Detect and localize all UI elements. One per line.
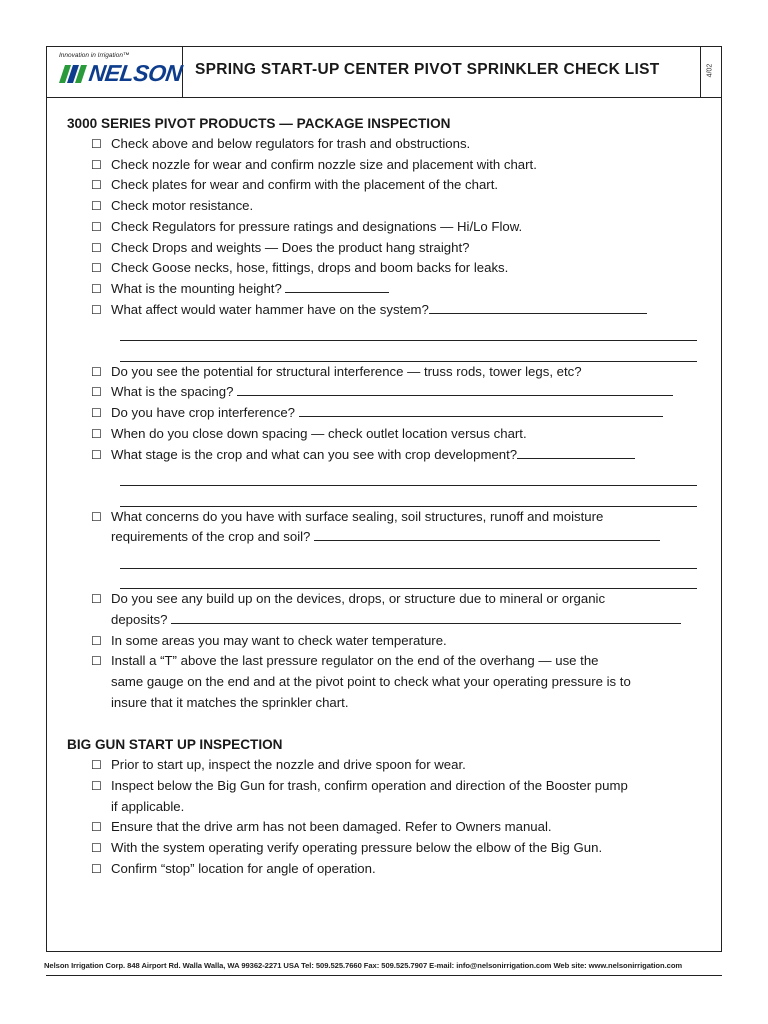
- checklist-item: ☐ Check Regulators for pressure ratings and designations — Hi/Lo Flow.: [67, 217, 697, 238]
- checkbox-icon[interactable]: ☐: [91, 157, 102, 172]
- checklist-item: ☐ What is the spacing?: [67, 382, 697, 403]
- checkbox-icon[interactable]: ☐: [91, 406, 102, 421]
- checklist-item: ☐ What concerns do you have with surface sealing, soil structures, runoff and moisture: [67, 507, 697, 528]
- checklist-item: ☐ In some areas you may want to check water temperature.: [67, 631, 697, 652]
- checkbox-icon[interactable]: ☐: [91, 778, 102, 793]
- checkbox-icon[interactable]: ☐: [91, 633, 102, 648]
- deposits-field[interactable]: [171, 610, 681, 624]
- nelson-logo: [47, 47, 183, 97]
- revision-code: 4/02: [706, 63, 714, 78]
- checklist-item: ☐ Do you have crop interference?: [67, 403, 697, 424]
- logo-tagline: Innovation in Irrigation™: [59, 52, 130, 59]
- mounting-height-field[interactable]: [285, 279, 389, 293]
- checkbox-icon[interactable]: ☐: [91, 654, 102, 669]
- checklist-item-continued: deposits?: [67, 610, 697, 631]
- checklist-item-continued: requirements of the crop and soil?: [67, 527, 697, 548]
- soil-concerns-field[interactable]: [314, 527, 660, 541]
- checklist-item: ☐ When do you close down spacing — check outlet location versus chart.: [67, 424, 697, 445]
- answer-line[interactable]: [120, 548, 697, 569]
- checklist-item-continued: insure that it matches the sprinkler chart.: [111, 694, 349, 710]
- checklist-item: ☐ Check Goose necks, hose, fittings, drops and boom backs for leaks.: [67, 258, 697, 279]
- checkbox-icon[interactable]: ☐: [91, 137, 102, 151]
- checkbox-icon[interactable]: ☐: [91, 199, 102, 214]
- checkbox-icon[interactable]: ☐: [91, 364, 102, 379]
- answer-line[interactable]: [120, 486, 697, 507]
- checklist-item: ☐ What affect would water hammer have on the system?: [67, 300, 697, 321]
- nelson-logo-mark-icon: [59, 63, 87, 83]
- answer-line[interactable]: [120, 341, 697, 362]
- footer-rule: [46, 975, 722, 976]
- answer-line[interactable]: [120, 320, 697, 341]
- crop-interference-field[interactable]: [299, 403, 663, 417]
- checklist-item: ☐ What is the mounting height?: [67, 279, 697, 300]
- checklist-item: ☐ Check motor resistance.: [67, 196, 697, 217]
- checklist-item: ☐ Prior to start up, inspect the nozzle and drive spoon for wear.: [67, 755, 697, 776]
- checklist-item: ☐ Check plates for wear and confirm with the placement of the chart.: [67, 175, 697, 196]
- checklist-item: ☐ With the system operating verify operating pressure below the elbow of the Big Gun.: [67, 838, 697, 859]
- checklist-item-continued: if applicable.: [111, 798, 185, 814]
- checklist-item: ☐ Check above and below regulators for trash and obstructions.: [67, 134, 697, 155]
- checklist-item: ☐ Install a “T” above the last pressure regulator on the end of the overhang — use the: [67, 651, 697, 672]
- form-header: [47, 47, 721, 98]
- footer-contact: Nelson Irrigation Corp. 848 Airport Rd. Walla Walla, WA 99362-2271 USA Tel: 509.525.7660 Fax: 509.525.7907 E-mail: info@nelsonirrigation.com Web site: www.nelsonirrigation.com: [44, 961, 683, 970]
- checkbox-icon[interactable]: ☐: [91, 841, 102, 856]
- checkbox-icon[interactable]: ☐: [91, 509, 102, 524]
- header-divider: [700, 47, 701, 97]
- checkbox-icon[interactable]: ☐: [91, 261, 102, 276]
- checkbox-icon[interactable]: ☐: [91, 447, 102, 462]
- checkbox-icon[interactable]: ☐: [91, 820, 102, 835]
- checklist-item: ☐ Check Drops and weights — Does the product hang straight?: [67, 238, 697, 259]
- logo-wordmark: NELSON: [87, 60, 184, 86]
- checkbox-icon[interactable]: ☐: [91, 302, 102, 317]
- water-hammer-field[interactable]: [429, 300, 647, 314]
- crop-stage-field[interactable]: [517, 445, 635, 459]
- checkbox-icon[interactable]: ☐: [91, 240, 102, 255]
- checkbox-icon[interactable]: ☐: [91, 281, 102, 296]
- spacing-field[interactable]: [237, 382, 673, 396]
- checkbox-icon[interactable]: ☐: [91, 758, 102, 773]
- checkbox-icon[interactable]: ☐: [91, 592, 102, 607]
- checkbox-icon[interactable]: ☐: [91, 385, 102, 400]
- checklist-item: ☐ Inspect below the Big Gun for trash, confirm operation and direction of the Booster pump: [67, 776, 697, 797]
- form-frame: [46, 46, 722, 952]
- checkbox-icon[interactable]: ☐: [91, 219, 102, 234]
- checklist-item: ☐ Ensure that the drive arm has not been damaged. Refer to Owners manual.: [67, 817, 697, 838]
- checklist-item: ☐ Do you see any build up on the devices, drops, or structure due to mineral or organic: [67, 589, 697, 610]
- answer-line[interactable]: [120, 465, 697, 486]
- checkbox-icon[interactable]: ☐: [91, 426, 102, 441]
- checklist-item: ☐ Check nozzle for wear and confirm nozzle size and placement with chart.: [67, 155, 697, 176]
- section-heading-big-gun: BIG GUN START UP INSPECTION: [67, 737, 283, 753]
- checklist-body: [67, 113, 697, 880]
- checkbox-icon[interactable]: ☐: [91, 178, 102, 193]
- section-heading-pivot: 3000 SERIES PIVOT PRODUCTS — PACKAGE INSPECTION: [67, 116, 451, 131]
- page-title: SPRING START-UP CENTER PIVOT SPRINKLER CHECK LIST: [195, 61, 660, 78]
- checklist-item: ☐ Confirm “stop” location for angle of operation.: [67, 859, 697, 880]
- checklist-item: ☐ What stage is the crop and what can you see with crop development?: [67, 445, 697, 466]
- answer-line[interactable]: [120, 569, 697, 590]
- checklist-item-continued: same gauge on the end and at the pivot point to check what your operating pressure is to: [111, 674, 631, 690]
- checkbox-icon[interactable]: ☐: [91, 861, 102, 876]
- checklist-item: ☐ Do you see the potential for structural interference — truss rods, tower legs, etc?: [67, 362, 697, 383]
